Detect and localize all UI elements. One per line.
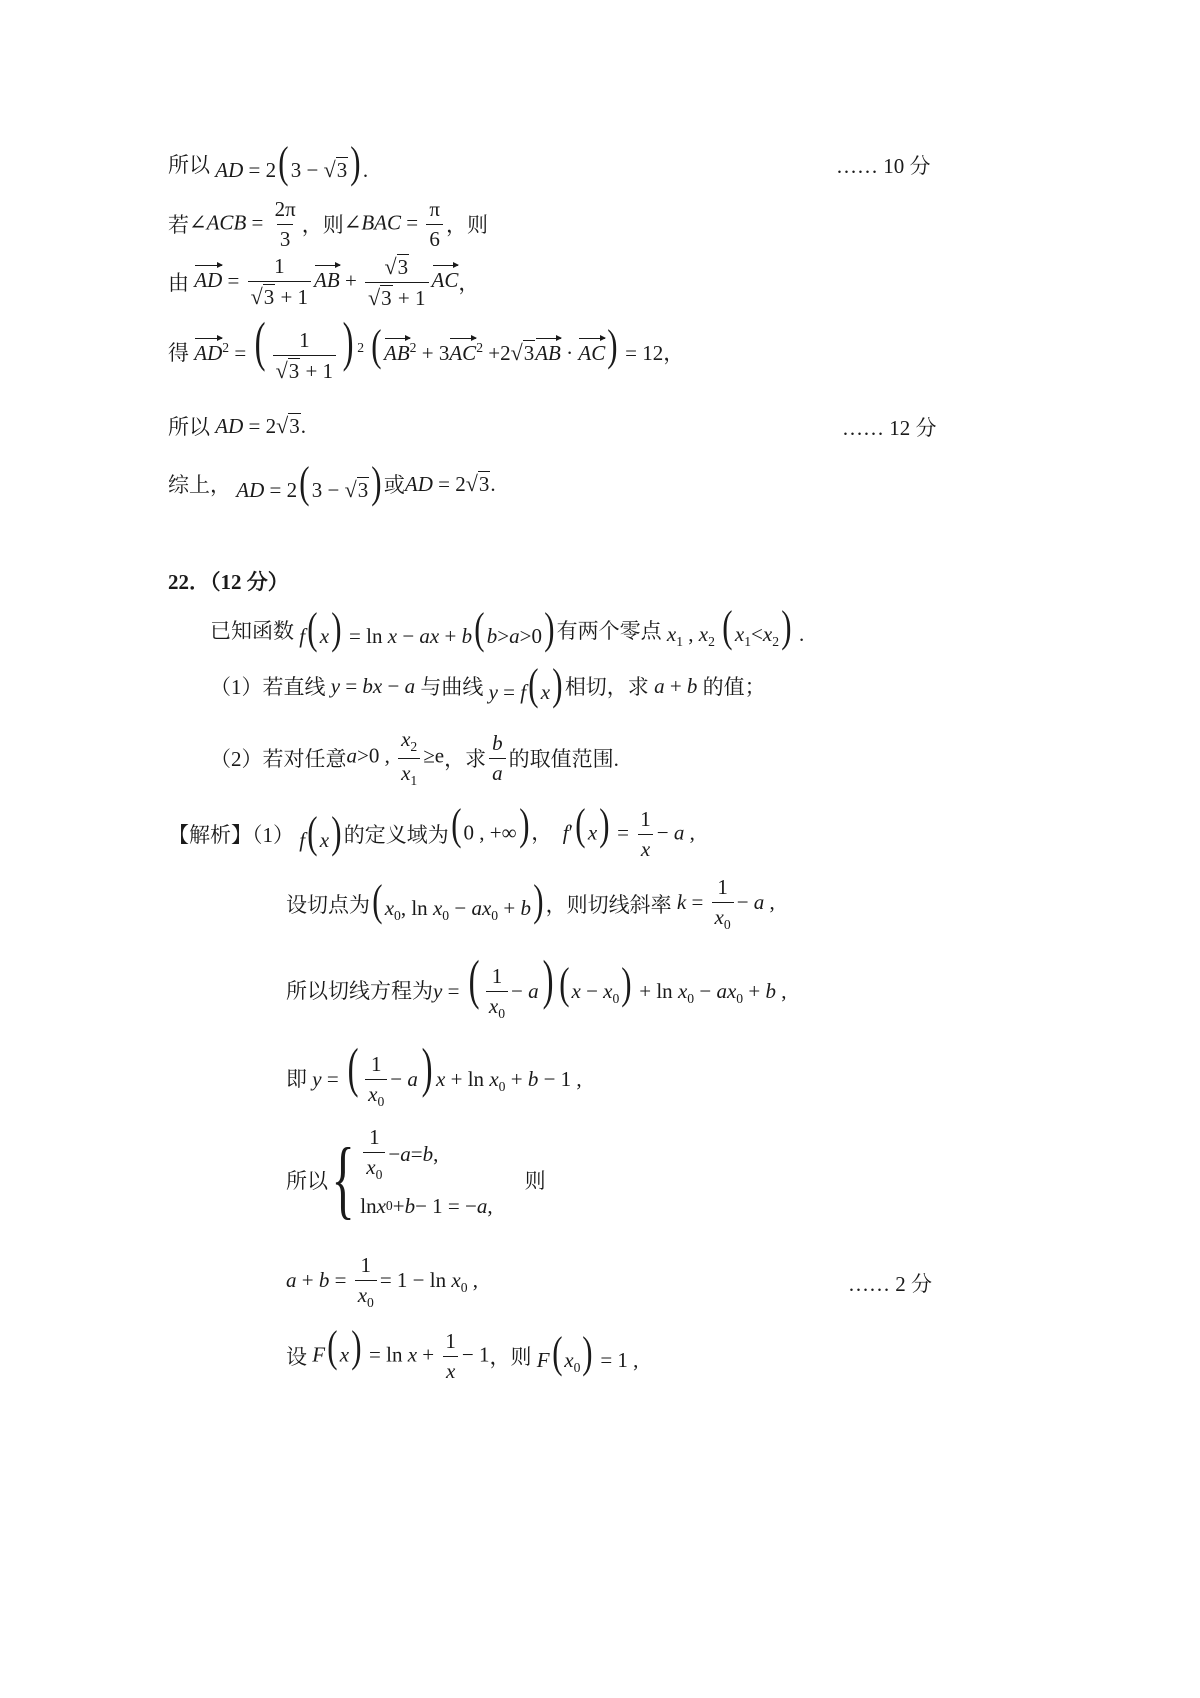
text-mid: ，则: [489, 1345, 532, 1369]
math-point: ( $x_0$, $\ln x_0 - ax_0 + b$): [372, 876, 544, 926]
text-suffix: ，: [663, 341, 685, 365]
solution-line-6: [286, 1254, 478, 1310]
math-F-value: F( $x_0) = 1$ ,: [536, 1328, 639, 1378]
system-equation-1: $\frac{1}{x_0}$ − a = b ,: [360, 1128, 492, 1180]
score-12: …… 12 分: [842, 416, 937, 440]
solution-label: 【解析】（1）: [168, 823, 294, 847]
text-suffix: 的取值范围.: [508, 747, 619, 771]
text-prefix: 所以: [286, 1169, 328, 1193]
line-ad-result-1: [168, 138, 369, 187]
solution-line-3: [286, 948, 787, 1022]
text-then: ，则: [301, 213, 344, 237]
text-mid2: 相切，求: [564, 675, 649, 699]
line-vector-square: [168, 311, 685, 383]
text-prefix: 所以切线方程为: [286, 979, 433, 1003]
text-mid: 有两个零点: [556, 619, 662, 643]
text-prefix: 综上，: [168, 473, 231, 497]
math-tangent-simplified: y = ( $\frac{1}{x_0}$ − a) $x + \ln x_0 + b - 1$ ,: [312, 1036, 582, 1110]
solution-line-2: [286, 876, 775, 932]
system-equation-2: ln x 0 + b − 1 = − a ,: [360, 1193, 493, 1218]
text-mid: ，则切线斜率: [545, 893, 672, 917]
math-expression-1: AD = 2( 3 − √ 3 ): [236, 458, 382, 507]
math-sum: a + b: [654, 673, 698, 698]
math-curve: y = f( x): [488, 660, 563, 709]
text-mid: 与曲线: [420, 675, 484, 699]
score-2: …… 2 分: [848, 1272, 932, 1296]
score-10: …… 10 分: [836, 154, 931, 178]
text-mid: ，求: [444, 747, 487, 771]
line-ad-result-2: [168, 408, 306, 444]
text-prefix: 若: [168, 213, 189, 237]
solution-line-5-system: [286, 1124, 546, 1232]
text-prefix: （2）若对任意: [210, 747, 347, 771]
question-22-part-2: [210, 728, 619, 788]
math-line: y = bx − a: [330, 673, 416, 698]
question-22-stem: [210, 602, 805, 653]
math-ratio: $\frac{b}{a}$: [486, 731, 509, 786]
text-domain: 的定义域为: [343, 823, 449, 847]
question-22-header: 22．（12 分）: [168, 570, 289, 594]
equation-system: [328, 1124, 493, 1232]
math-function: f( x) = ln x − ax + b( b>a>0): [299, 604, 555, 653]
math-angle-bac: ∠BAC = $\frac{\pi}{6}$: [344, 197, 446, 252]
math-tangent: y = ( $\frac{1}{x_0}$ − a) ( $x - x_0) + \ln x_0 - ax_0 + b$ ,: [433, 948, 787, 1022]
text-prefix: 已知函数: [210, 619, 294, 643]
text-prefix: 即: [286, 1067, 307, 1091]
solution-line-7: [286, 1321, 639, 1384]
math-expression: AD = 2 √ 3 .: [215, 413, 306, 438]
math-slope: k = $\frac{1}{x_0}$ − a ,: [676, 874, 775, 933]
math-f: f( x): [299, 808, 342, 857]
line-conclusion: [168, 458, 496, 507]
question-22-part-1: [210, 660, 766, 709]
math-domain: ( 0 , +∞) ， f′( x) = $\frac{1}{x}$ − a ,: [451, 799, 695, 861]
text-prefix: 设切点为: [286, 893, 370, 917]
text-prefix: 所以: [168, 415, 210, 439]
text-suffix: ，: [458, 271, 480, 295]
math-sum-expression: a + b = $\frac{1}{x_0}$ = $1 - \ln x_0$ ,: [286, 1252, 479, 1311]
solution-line-1: [168, 799, 695, 862]
math-angle-acb: ∠ACB = $\frac{2\pi}{3}$: [189, 196, 296, 251]
math-vector-expr: AD = 1 √ 3 + 1 AB + √ 3 √ 3 + 1 AC: [194, 253, 459, 310]
math-expression: AD = 2( 3 − √ 3 ) .: [215, 138, 369, 187]
math-expression-2: AD = 2 √ 3 .: [404, 471, 496, 496]
line-vector-decomposition: [168, 254, 479, 310]
text-then: 则: [524, 1169, 546, 1193]
left-brace: {: [331, 1131, 355, 1228]
text-suffix: 的值；: [702, 675, 766, 699]
math-zeros: $x_1$ , $x_2$ ( $x_1<x_2$) .: [666, 602, 805, 652]
math-square-expr: $AD^2$ = ( 1 √ 3 + 1 ) $^2$ ( $AB^2 + 3AC^2 +2$ √ 3 AB · AC) = 12: [194, 311, 664, 383]
math-condition: a>0 , $\frac{x_2}{x_1}$ ≥e: [346, 727, 445, 788]
text-prefix: 设: [286, 1345, 307, 1369]
text-then: ，则: [445, 213, 488, 237]
math-F-def: F( x) = ln x + $\frac{1}{x}$ − 1: [312, 1321, 490, 1383]
line-angle-case: [168, 196, 488, 252]
text-prefix: 得: [168, 341, 189, 365]
text-or: 或: [383, 473, 405, 497]
text-prefix: 所以: [168, 153, 210, 177]
text-prefix: 由: [168, 271, 189, 295]
solution-line-4: [286, 1036, 582, 1110]
text-prefix: （1）若直线: [210, 675, 326, 699]
